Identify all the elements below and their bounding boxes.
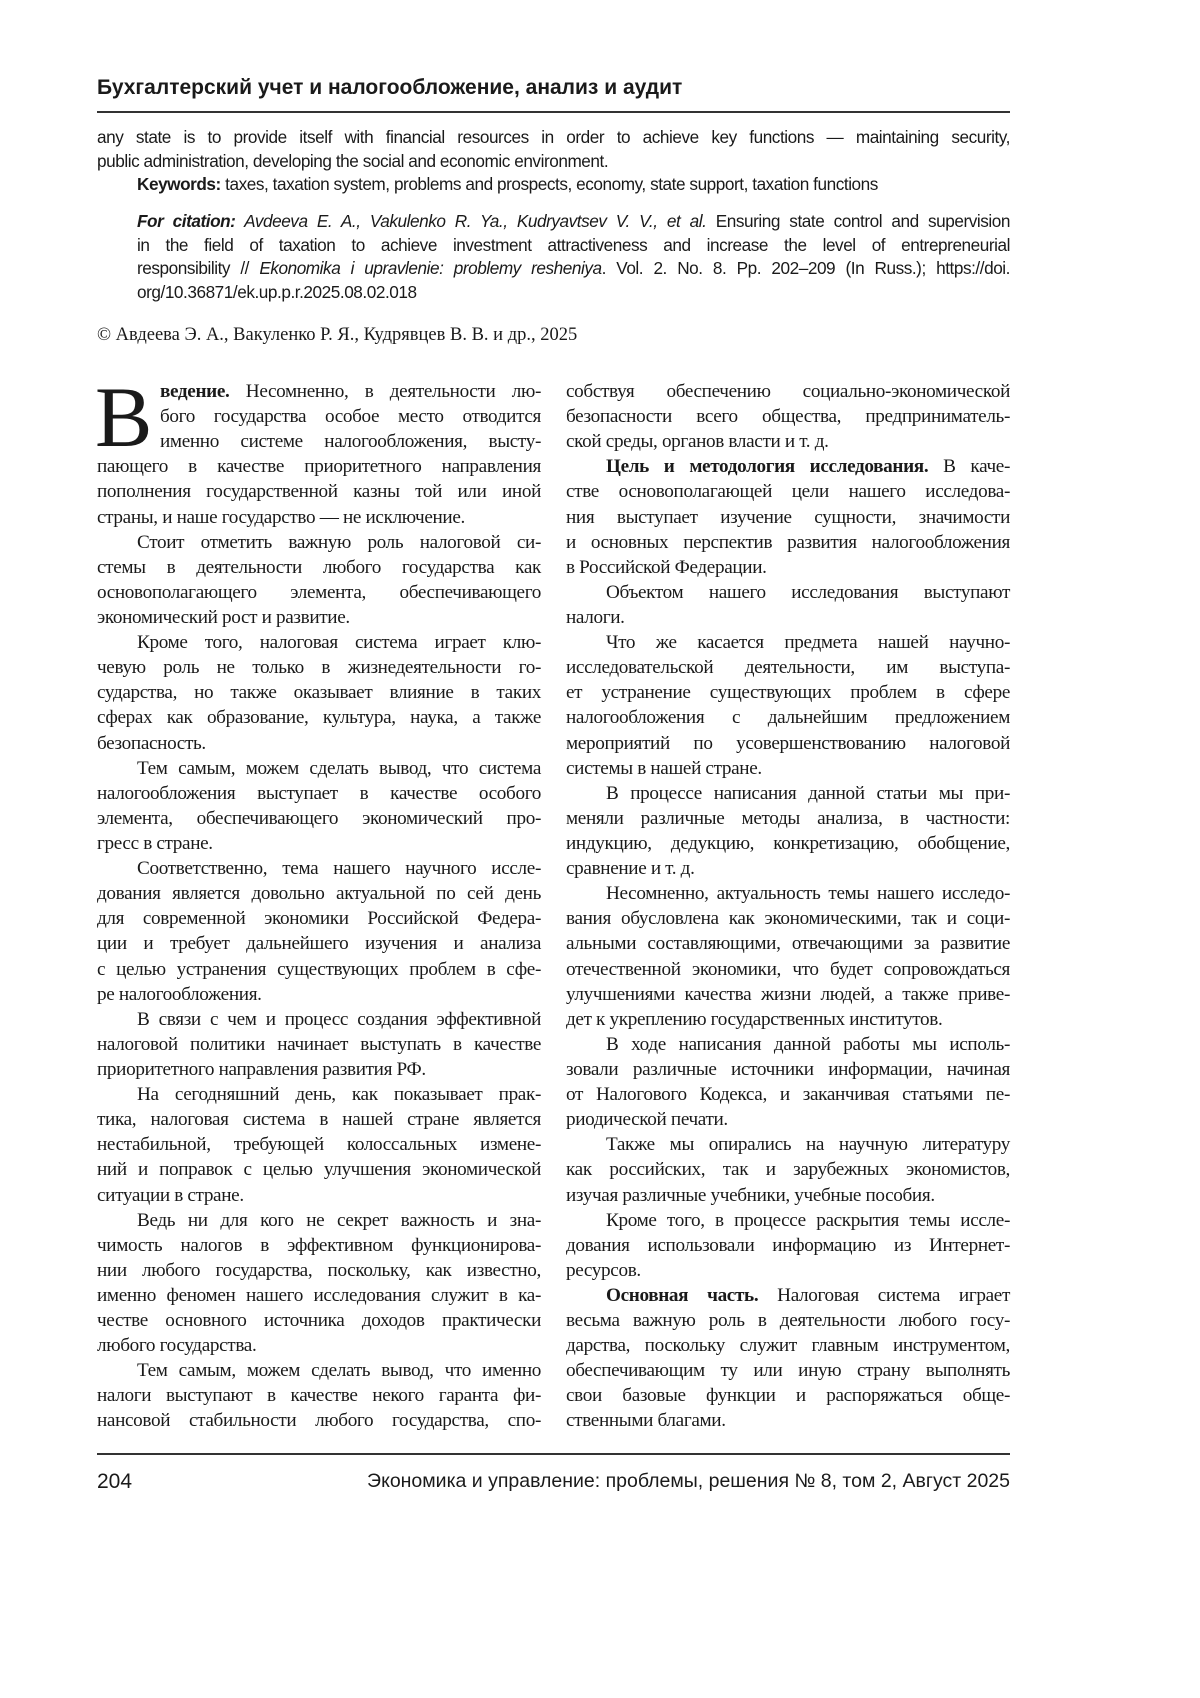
paragraph-line — [566, 1032, 1010, 1057]
paragraph-line — [97, 705, 541, 730]
paragraph-line — [566, 630, 1010, 655]
abstract-line: any state is to provide itself with financial resources in order to achieve key functions — maintaining security, — [97, 126, 1010, 150]
citation-journal: Ekonomika i upravlenie: problemy resheniya — [259, 258, 601, 278]
paragraph-line — [566, 655, 1010, 680]
line-text: ресурсов. — [566, 1260, 641, 1281]
line-text: зовали различные источники информации, начиная — [566, 1059, 1010, 1080]
paragraph-line — [566, 1333, 1010, 1358]
drop-cap: В — [95, 381, 152, 453]
line-text: Что же касается предмета нашей научно- — [606, 632, 1010, 653]
paragraph-line — [566, 1007, 1010, 1032]
paragraph-line — [566, 680, 1010, 705]
paragraph-line — [566, 957, 1010, 982]
line-text: системы в нашей стране. — [566, 758, 762, 779]
paragraph-line — [566, 1082, 1010, 1107]
line-text: стемы в деятельности любого государства как — [97, 557, 541, 578]
line-text: собствуя обеспечению социально-экономической — [566, 381, 1010, 402]
line-text: пающего в качестве приоритетного направления — [97, 456, 541, 477]
line-text: бого государства особое место отводится — [160, 406, 541, 427]
paragraph-line — [97, 1308, 541, 1333]
line-text: ний и поправок с целью улучшения экономической — [97, 1159, 541, 1180]
line-text: исследовательской деятельности, им выступа- — [566, 657, 1010, 678]
paragraph-line — [566, 931, 1010, 956]
citation-label: For citation: — [137, 211, 235, 231]
paragraph-line — [566, 1107, 1010, 1132]
paragraph-line — [97, 580, 541, 605]
footer-journal: Экономика и управление: проблемы, решения № 8, том 2, Август 2025 — [367, 1470, 1010, 1493]
section-lead: Основная часть. — [606, 1285, 758, 1306]
paragraph-line — [97, 1233, 541, 1258]
paragraph-line — [566, 856, 1010, 881]
line-text: честве основного источника доходов практически — [97, 1310, 541, 1331]
paragraph-line — [566, 1157, 1010, 1182]
running-title: Бухгалтерский учет и налогообложение, анализ и аудит — [97, 76, 682, 100]
copyright: © Авдеева Э. А., Вакуленко Р. Я., Кудрявцев В. В. и др., 2025 — [97, 325, 577, 346]
paragraph-line — [97, 1383, 541, 1408]
line-text: именно системе налогообложения, высту- — [160, 431, 541, 452]
paragraph-line — [97, 781, 541, 806]
paragraph-line — [566, 1308, 1010, 1333]
line-text: тика, налоговая система в нашей стране является — [97, 1109, 541, 1130]
line-text: Кроме того, налоговая система играет клю- — [137, 632, 541, 653]
line-text: от Налогового Кодекса, и заканчивая статьями пе- — [566, 1084, 1010, 1105]
line-text: дет к укреплению государственных институтов. — [566, 1009, 942, 1030]
line-text: с целью устранения существующих проблем в сфе- — [97, 959, 541, 980]
paragraph-line — [97, 1333, 541, 1358]
line-text: основополагающего элемента, обеспечивающего — [97, 582, 541, 603]
line-text: Объектом нашего исследования выступают — [606, 582, 1010, 603]
line-text: Ведь ни для кого не секрет важность и зна- — [137, 1210, 541, 1231]
line-text: Тем самым, можем сделать вывод, что система — [137, 758, 541, 779]
line-text: налогообложения выступает в качестве особого — [97, 783, 541, 804]
paragraph-line — [97, 1183, 541, 1208]
citation-doi[interactable]: org/10.36871/ek.up.p.r.2025.08.02.018 — [137, 281, 1010, 305]
citation — [137, 210, 1010, 304]
line-text: любого государства. — [97, 1335, 256, 1356]
paragraph-line — [566, 806, 1010, 831]
line-text: В ходе написания данной работы мы исполь- — [606, 1034, 1010, 1055]
citation-title: Ensuring state control and supervision — [706, 211, 1010, 231]
keywords-text: taxes, taxation system, problems and prospects, economy, state support, taxation functions — [221, 174, 878, 194]
line-text: дования использовали информацию из Интернет- — [566, 1235, 1010, 1256]
paragraph-line — [566, 1057, 1010, 1082]
paragraph-line — [97, 630, 541, 655]
paragraph-line — [566, 1408, 1010, 1433]
paragraph-line — [566, 1358, 1010, 1383]
paragraph-line — [566, 1132, 1010, 1157]
line-text: Кроме того, в процессе раскрытия темы иссле- — [606, 1210, 1010, 1231]
citation-text: . Vol. 2. No. 8. Pp. 202–209 (In Russ.); https://doi. — [602, 258, 1010, 278]
line-text: меняли различные методы анализа, в частности: — [566, 808, 1010, 829]
line-text: сферах как образование, культура, наука, а также — [97, 707, 541, 728]
line-text: гресс в стране. — [97, 833, 213, 854]
line-text: приоритетного направления развития РФ. — [97, 1059, 426, 1080]
section-lead: ведение. — [160, 381, 229, 402]
paragraph-line — [97, 1132, 541, 1157]
paragraph-line — [97, 530, 541, 555]
citation-line — [137, 257, 1010, 281]
line-text: Несомненно, в деятельности лю- — [229, 381, 541, 402]
line-text: ре налогообложения. — [97, 984, 262, 1005]
line-text: В каче- — [928, 456, 1010, 477]
line-text: ской среды, органов власти и т. д. — [566, 431, 829, 452]
paragraph-line — [566, 1258, 1010, 1283]
line-text: дования является довольно актуальной по сей день — [97, 883, 541, 904]
paragraph-line — [97, 731, 541, 756]
paragraph-line — [566, 555, 1010, 580]
paragraph-line — [566, 1283, 1010, 1308]
paragraph-line — [566, 379, 1010, 404]
line-text: именно феномен нашего исследования служит в ка- — [97, 1285, 541, 1306]
line-text: чимость налогов в эффективном функционирова- — [97, 1235, 541, 1256]
paragraph-line — [566, 1383, 1010, 1408]
line-text: свои базовые функции и распоряжаться обще- — [566, 1385, 1010, 1406]
line-text: индукцию, дедукцию, конкретизацию, обобщение, — [566, 833, 1010, 854]
page-number: 204 — [97, 1470, 132, 1494]
paragraph-line — [97, 1007, 541, 1032]
paragraph-line — [566, 505, 1010, 530]
line-text: нии любого государства, поскольку, как известно, — [97, 1260, 541, 1281]
line-text: изучая различные учебники, учебные пособия. — [566, 1185, 935, 1206]
citation-authors: Avdeeva E. A., Vakulenko R. Ya., Kudryavtsev V. V., et al. — [235, 211, 706, 231]
line-text: Соответственно, тема нашего научного иссле- — [137, 858, 541, 879]
citation-line — [137, 210, 1010, 234]
keywords-label: Keywords: — [137, 174, 221, 194]
paragraph-line — [566, 454, 1010, 479]
section-lead: Цель и методология исследования. — [606, 456, 928, 477]
paragraph-line — [566, 580, 1010, 605]
line-text: риодической печати. — [566, 1109, 728, 1130]
line-text: обеспечивающим ту или иную страну выполнять — [566, 1360, 1010, 1381]
paragraph-line — [566, 1183, 1010, 1208]
paragraph-line — [566, 429, 1010, 454]
article-column-left — [97, 379, 541, 1434]
line-text: вания обусловлена как экономическими, так и соци- — [566, 908, 1010, 929]
paragraph-line — [566, 404, 1010, 429]
line-text: безопасности всего общества, предпринима­тель- — [566, 406, 1010, 427]
line-text: элемента, обеспечивающего экономический про- — [97, 808, 541, 829]
paragraph-line — [97, 1032, 541, 1057]
line-text: отечественной экономики, что будет сопровождаться — [566, 959, 1010, 980]
paragraph-line — [97, 1208, 541, 1233]
paragraph-line — [566, 906, 1010, 931]
line-text: дарства, поскольку служит главным инструментом, — [566, 1335, 1010, 1356]
paragraph-line — [97, 806, 541, 831]
paragraph-line — [97, 1408, 541, 1433]
paragraph-line — [97, 856, 541, 881]
line-text: Несомненно, актуальность темы нашего исследо- — [606, 883, 1010, 904]
line-text: безопасность. — [97, 733, 206, 754]
paragraph-line — [97, 1258, 541, 1283]
line-text: На сегодняшний день, как показывает прак- — [137, 1084, 541, 1105]
line-text: Также мы опирались на научную литературу — [606, 1134, 1010, 1155]
line-text: Стоит отметить важную роль налоговой си- — [137, 532, 541, 553]
citation-line: in the field of taxation to achieve investment attractiveness and increase the level of entrepreneurial — [137, 234, 1010, 258]
paragraph-line — [566, 479, 1010, 504]
line-text: ет устранение существующих проблем в сфере — [566, 682, 1010, 703]
line-text: и основных перспектив развития налогообложения — [566, 532, 1010, 553]
line-text: ственными благами. — [566, 1410, 726, 1431]
footer-rule — [97, 1453, 1010, 1455]
line-text: налоговой политики начинает выступать в качестве — [97, 1034, 541, 1055]
line-text: Тем самым, можем сделать вывод, что именно — [137, 1360, 541, 1381]
paragraph-line — [97, 906, 541, 931]
line-text: пополнения государственной казны той или иной — [97, 481, 541, 502]
paragraph-line — [97, 404, 541, 429]
paragraph-line — [97, 680, 541, 705]
paragraph-line — [566, 530, 1010, 555]
line-text: улучшениями качества жизни людей, а также приве- — [566, 984, 1010, 1005]
paragraph-line — [97, 1283, 541, 1308]
article-column-right — [566, 379, 1010, 1434]
paragraph-line — [566, 881, 1010, 906]
abstract-line: public administration, developing the social and economic environment. — [97, 150, 1010, 174]
paragraph-line — [97, 379, 541, 404]
line-text: нестабильной, требующей колоссальных измене- — [97, 1134, 541, 1155]
paragraph-line — [97, 479, 541, 504]
paragraph-line — [97, 454, 541, 479]
paragraph-line — [97, 1107, 541, 1132]
line-text: как российских, так и зарубежных экономистов, — [566, 1159, 1010, 1180]
paragraph-line — [97, 1057, 541, 1082]
line-text: налогообложения с дальнейшим предложением — [566, 707, 1010, 728]
paragraph-line — [97, 1082, 541, 1107]
paragraph-line — [97, 931, 541, 956]
paragraph-line — [566, 1233, 1010, 1258]
paragraph-line — [97, 756, 541, 781]
line-text: альными составляющими, отвечающими за развитие — [566, 933, 1010, 954]
keywords — [97, 173, 1010, 197]
paragraph-line — [566, 605, 1010, 630]
paragraph-line — [566, 831, 1010, 856]
paragraph-line — [566, 705, 1010, 730]
paragraph-line — [97, 1358, 541, 1383]
line-text: для современной экономики Российской Федера- — [97, 908, 541, 929]
header-rule — [97, 111, 1010, 113]
paragraph-line — [97, 555, 541, 580]
paragraph-line — [566, 756, 1010, 781]
paragraph-line — [97, 429, 541, 454]
line-text: сударства, но также оказывает влияние в таких — [97, 682, 541, 703]
line-text: налоги. — [566, 607, 625, 628]
paragraph-line — [566, 1208, 1010, 1233]
line-text: нансовой стабильности любого государства, спо- — [97, 1410, 541, 1431]
line-text: В процессе написания данной статьи мы при- — [606, 783, 1010, 804]
paragraph-line — [97, 655, 541, 680]
line-text: экономический рост и развитие. — [97, 607, 350, 628]
paragraph-line — [97, 605, 541, 630]
abstract — [97, 126, 1010, 197]
paragraph-line — [97, 957, 541, 982]
line-text: ситуации в стране. — [97, 1185, 244, 1206]
line-text: сравнение и т. д. — [566, 858, 695, 879]
paragraph-line — [97, 982, 541, 1007]
line-text: Налоговая система играет — [758, 1285, 1010, 1306]
paragraph-line — [566, 731, 1010, 756]
line-text: В связи с чем и процесс создания эффективной — [137, 1009, 541, 1030]
paragraph-line — [566, 781, 1010, 806]
line-text: ции и требует дальнейшего изучения и анализа — [97, 933, 541, 954]
line-text: чевую роль не только в жизнедеятельности го- — [97, 657, 541, 678]
line-text: стве основополагающей цели нашего исследова- — [566, 481, 1010, 502]
line-text: ния выступает изучение сущности, значимости — [566, 507, 1010, 528]
line-text: страны, и наше государство — не исключение. — [97, 507, 465, 528]
paragraph-line — [566, 982, 1010, 1007]
paragraph-line — [97, 1157, 541, 1182]
paragraph-line — [97, 881, 541, 906]
citation-text: responsibility // — [137, 258, 259, 278]
line-text: мероприятий по усовершенствованию налоговой — [566, 733, 1010, 754]
paragraph-line — [97, 505, 541, 530]
line-text: в Российской Федерации. — [566, 557, 767, 578]
line-text: налоги выступают в качестве некого гаранта фи- — [97, 1385, 541, 1406]
line-text: весьма важную роль в деятельности любого госу- — [566, 1310, 1010, 1331]
paragraph-line — [97, 831, 541, 856]
